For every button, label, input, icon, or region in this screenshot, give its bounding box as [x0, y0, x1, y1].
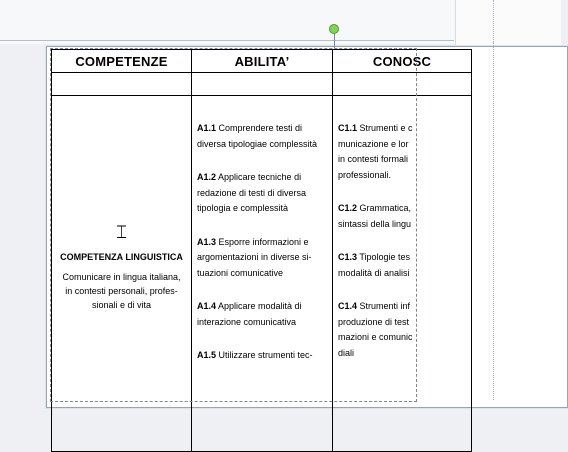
item-text: Grammatica, [357, 203, 412, 213]
competence-desc-line: sionali e di vita [91, 300, 152, 310]
conoscenze-item [333, 250, 471, 281]
empty-cell[interactable] [192, 73, 333, 96]
rotation-handle-stem [334, 34, 335, 48]
empty-cell[interactable] [333, 73, 472, 96]
rotation-handle-icon[interactable] [329, 24, 339, 34]
item-code: C1.4 [338, 301, 358, 311]
item-text: municazione e lor [338, 138, 409, 149]
item-code: C1.3 [338, 252, 358, 262]
competence-title: COMPETENZA LINGUISTICA [60, 252, 183, 262]
item-code: A1.1 [197, 123, 217, 133]
item-code: A1.2 [197, 172, 217, 182]
abilita-item [192, 235, 332, 282]
abilita-item [192, 299, 332, 330]
item-text: Strumenti inf [357, 301, 411, 311]
table-header-row [52, 50, 472, 73]
item-text: Tipologie tes [357, 252, 411, 262]
empty-row [52, 73, 472, 96]
competence-desc-line: in contesti personali, profes- [65, 286, 178, 296]
conoscenze-cell[interactable] [333, 96, 472, 452]
competence-cell[interactable] [52, 96, 192, 452]
item-text: redazione di testi di diversa [197, 187, 307, 198]
item-code: C1.1 [338, 123, 358, 133]
header-competenze[interactable]: COMPETENZE [52, 50, 192, 73]
conoscenze-item [333, 201, 471, 232]
item-text: Strumenti e c [357, 123, 413, 133]
item-text: interazione comunicativa [197, 316, 297, 327]
item-code: A1.4 [197, 301, 217, 311]
header-abilita[interactable]: ABILITA’ [192, 50, 333, 73]
abilita-item [192, 121, 332, 152]
table-row [52, 96, 472, 452]
item-text: tipologia e complessità [197, 203, 289, 213]
item-text: argomentazioni in diverse si- [197, 252, 312, 262]
item-text: Utilizzare strumenti tec- [216, 350, 313, 360]
competence-description [56, 270, 187, 312]
item-text: sintassi della lingu [338, 218, 412, 229]
item-code: C1.2 [338, 203, 358, 213]
item-text: Applicare tecniche di [216, 172, 302, 182]
item-text: professionali. [338, 169, 392, 180]
item-text: diali [338, 347, 355, 358]
item-code: A1.3 [197, 236, 217, 247]
margin-guide-right [493, 0, 494, 400]
item-text: Comprendere testi di [216, 123, 303, 133]
conoscenze-item [333, 299, 471, 361]
empty-cell[interactable] [52, 73, 192, 96]
ruler-line [0, 40, 454, 41]
cursor-text-icon: ⌶ [116, 222, 127, 243]
item-text: diversa tipologiae complessità [197, 138, 318, 149]
conoscenze-item [333, 121, 471, 183]
item-text: tuazioni comunicative [197, 267, 284, 278]
abilita-cell[interactable] [192, 96, 333, 452]
header-conoscenze[interactable]: CONOSC [333, 50, 472, 73]
competence-desc-line: Comunicare in lingua italiana, [62, 272, 181, 282]
item-text: produzione di test [338, 316, 410, 327]
item-text: Applicare modalità di [216, 301, 302, 311]
item-text: Esporre informazioni e [216, 236, 309, 247]
abilita-item [192, 348, 332, 364]
item-text: modalità di analisi [338, 267, 410, 278]
item-text: in contesti formali [338, 154, 409, 164]
item-text: mazioni e comunic [338, 332, 413, 342]
item-code: A1.5 [197, 350, 217, 360]
table-container[interactable] [51, 49, 432, 400]
competence-table[interactable] [51, 49, 472, 452]
abilita-item [192, 170, 332, 217]
